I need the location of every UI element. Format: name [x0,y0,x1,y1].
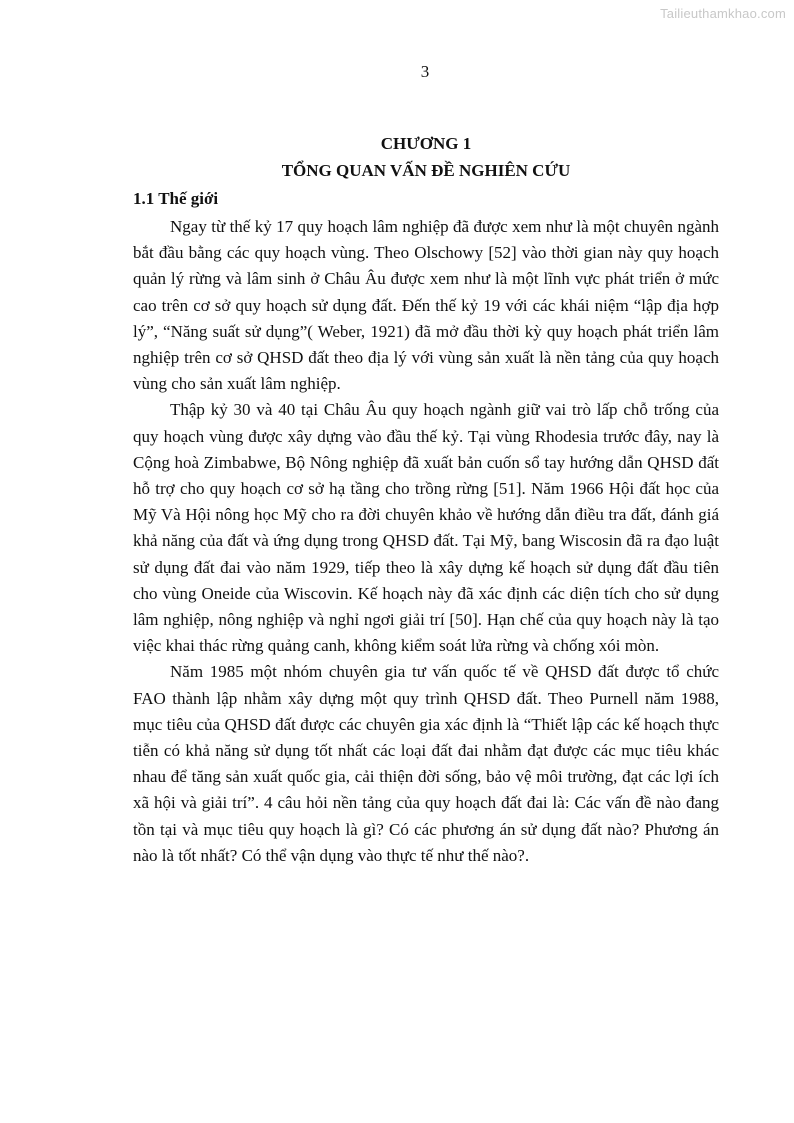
paragraph-3: Năm 1985 một nhóm chuyên gia tư vấn quốc tế về QHSD đất được tổ chức FAO thành lập nhằm xây dựng một quy trình QHSD đất. Theo Purnell năm 1988, mục tiêu của QHSD đất được các chuyên gia xác định là “Thiết lập các kế hoạch thực tiễn có khả năng sử dụng tốt nhất các loại đất đai nhằm đạt được các mục tiêu khác nhau để tăng sản xuất quốc gia, cải thiện đời sống, bảo vệ môi trường, đạt các lợi ích xã hội và giải trí”. 4 câu hỏi nền tảng của quy hoạch đất đai là: Các vấn đề nào đang tồn tại và mục tiêu quy hoạch là gì? Có các phương án sử dụng đất nào? Phương án nào là tốt nhất? Có thể vận dụng vào thực tế như thế nào?. [133,662,719,865]
watermark: Tailieuthamkhao.com [660,6,786,21]
body-text [133,214,719,869]
page-number: 3 [420,62,430,81]
paragraph-2: Thập kỷ 30 và 40 tại Châu Âu quy hoạch ngành giữ vai trò lấp chỗ trống của quy hoạch vùng được xây dựng vào đầu thế kỷ. Tại vùng Rhodesia trước đây, nay là Cộng hoà Zimbabwe, Bộ Nông nghiệp đã xuất bản cuốn sổ tay hướng dẫn QHSD đất hỗ trợ cho quy hoạch cơ sở hạ tầng cho trồng rừng [51]. Năm 1966 Hội đất học của Mỹ Và Hội nông học Mỹ cho ra đời chuyên khảo về hướng dẫn điều tra đất, đánh giá khả năng của đất và ứng dụng trong QHSD đất. Tại Mỹ, bang Wiscosin đã ra đạo luật sử dụng đất đai vào năm 1929, tiếp theo là xây dựng kế hoạch sử dụng đất đầu tiên cho vùng Oneide của Wiscovin. Kế hoạch này đã xác định các diện tích cho sử dụng lâm nghiệp, nông nghiệp và nghỉ ngơi giải trí [50]. Hạn chế của quy hoạch này là tạo việc khai thác rừng quảng canh, không kiểm soát lửa rừng và chống xói mòn. [133,400,719,656]
section-heading: 1.1 Thế giới [133,189,219,208]
paragraph-1: Ngay từ thế kỷ 17 quy hoạch lâm nghiệp đã được xem như là một chuyên ngành bắt đầu bằng các quy hoạch vùng. Theo Olschowy [52] vào thời gian này quy hoạch quản lý rừng và lâm sinh ở Châu Âu được xem như là một lĩnh vực phát triển ở mức cao trên cơ sở quy hoạch sử dụng đất. Đến thế kỷ 19 với các khái niệm “lập địa hợp lý”, “Năng suất sử dụng”( Weber, 1921) đã mở đầu thời kỳ quy hoạch phát triển lâm nghiệp trên cơ sở QHSD đất theo địa lý với vùng sản xuất là nền tảng của quy hoạch vùng cho sản xuất lâm nghiệp. [133,217,719,394]
chapter-title: TỔNG QUAN VẤN ĐỀ NGHIÊN CỨU [281,161,571,180]
chapter-heading: CHƯƠNG 1 [380,134,472,153]
